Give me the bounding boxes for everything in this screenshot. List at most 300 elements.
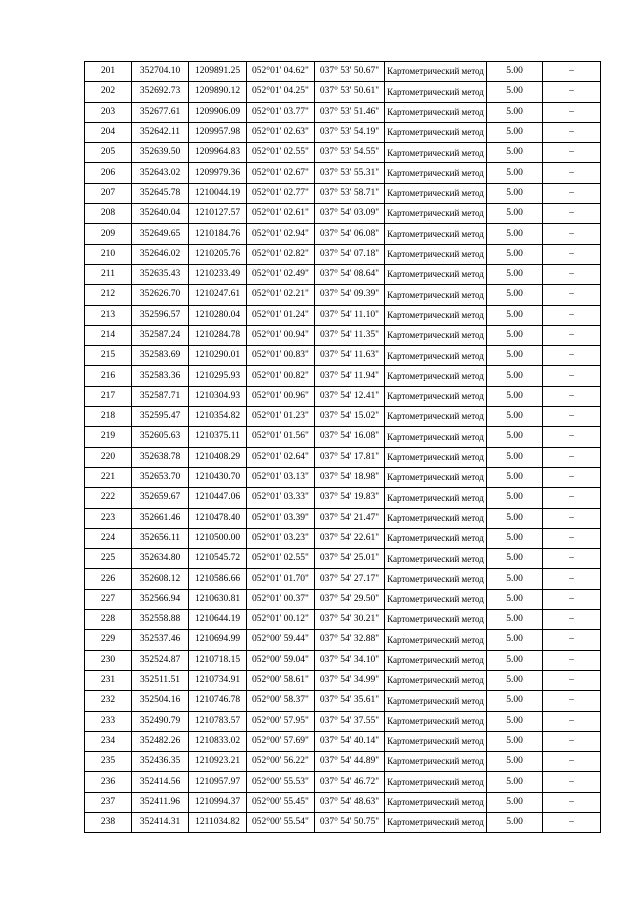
note-cell: – bbox=[543, 691, 601, 711]
accuracy-cell: 5.00 bbox=[487, 569, 543, 589]
point-number-cell: 219 bbox=[85, 427, 132, 447]
table-row bbox=[85, 204, 601, 224]
x-coordinate-cell: 352524.87 bbox=[132, 650, 189, 670]
note-cell: – bbox=[543, 62, 601, 82]
longitude-cell: 037° 54' 27.17" bbox=[315, 569, 385, 589]
note-cell: – bbox=[543, 305, 601, 325]
accuracy-cell: 5.00 bbox=[487, 264, 543, 284]
longitude-cell: 037° 54' 12.41" bbox=[315, 386, 385, 406]
method-cell: Картометрический метод bbox=[385, 183, 487, 203]
note-cell: – bbox=[543, 82, 601, 102]
latitude-cell: 052°00' 55.54" bbox=[247, 812, 315, 832]
x-coordinate-cell: 352482.26 bbox=[132, 731, 189, 751]
point-number-cell: 213 bbox=[85, 305, 132, 325]
y-coordinate-cell: 1210184.76 bbox=[189, 224, 247, 244]
note-cell: – bbox=[543, 772, 601, 792]
accuracy-cell: 5.00 bbox=[487, 407, 543, 427]
longitude-cell: 037° 53' 51.46" bbox=[315, 102, 385, 122]
point-number-cell: 238 bbox=[85, 812, 132, 832]
method-cell: Картометрический метод bbox=[385, 305, 487, 325]
latitude-cell: 052°01' 00.37" bbox=[247, 589, 315, 609]
longitude-cell: 037° 53' 58.71" bbox=[315, 183, 385, 203]
table-row bbox=[85, 772, 601, 792]
note-cell: – bbox=[543, 366, 601, 386]
longitude-cell: 037° 54' 19.83" bbox=[315, 488, 385, 508]
method-cell: Картометрический метод bbox=[385, 792, 487, 812]
latitude-cell: 052°01' 02.94" bbox=[247, 224, 315, 244]
latitude-cell: 052°01' 03.23" bbox=[247, 528, 315, 548]
method-cell: Картометрический метод bbox=[385, 772, 487, 792]
table-row bbox=[85, 346, 601, 366]
point-number-cell: 204 bbox=[85, 122, 132, 142]
accuracy-cell: 5.00 bbox=[487, 285, 543, 305]
method-cell: Картометрический метод bbox=[385, 711, 487, 731]
accuracy-cell: 5.00 bbox=[487, 82, 543, 102]
x-coordinate-cell: 352677.61 bbox=[132, 102, 189, 122]
longitude-cell: 037° 54' 25.01" bbox=[315, 549, 385, 569]
x-coordinate-cell: 352626.70 bbox=[132, 285, 189, 305]
y-coordinate-cell: 1210447.06 bbox=[189, 488, 247, 508]
table-row bbox=[85, 143, 601, 163]
y-coordinate-cell: 1210500.00 bbox=[189, 528, 247, 548]
point-number-cell: 214 bbox=[85, 325, 132, 345]
table-row bbox=[85, 163, 601, 183]
latitude-cell: 052°01' 02.55" bbox=[247, 549, 315, 569]
point-number-cell: 221 bbox=[85, 467, 132, 487]
longitude-cell: 037° 54' 11.35" bbox=[315, 325, 385, 345]
table-row bbox=[85, 549, 601, 569]
method-cell: Картометрический метод bbox=[385, 650, 487, 670]
longitude-cell: 037° 54' 30.21" bbox=[315, 610, 385, 630]
x-coordinate-cell: 352490.79 bbox=[132, 711, 189, 731]
note-cell: – bbox=[543, 143, 601, 163]
table-row bbox=[85, 244, 601, 264]
latitude-cell: 052°01' 00.83" bbox=[247, 346, 315, 366]
longitude-cell: 037° 54' 03.09" bbox=[315, 204, 385, 224]
x-coordinate-cell: 352511.51 bbox=[132, 670, 189, 690]
x-coordinate-cell: 352583.69 bbox=[132, 346, 189, 366]
accuracy-cell: 5.00 bbox=[487, 102, 543, 122]
table-row bbox=[85, 264, 601, 284]
point-number-cell: 206 bbox=[85, 163, 132, 183]
y-coordinate-cell: 1210630.81 bbox=[189, 589, 247, 609]
table-row bbox=[85, 670, 601, 690]
x-coordinate-cell: 352661.46 bbox=[132, 508, 189, 528]
accuracy-cell: 5.00 bbox=[487, 467, 543, 487]
longitude-cell: 037° 54' 06.08" bbox=[315, 224, 385, 244]
latitude-cell: 052°01' 02.64" bbox=[247, 447, 315, 467]
y-coordinate-cell: 1210957.97 bbox=[189, 772, 247, 792]
x-coordinate-cell: 352659.67 bbox=[132, 488, 189, 508]
latitude-cell: 052°01' 00.94" bbox=[247, 325, 315, 345]
point-number-cell: 236 bbox=[85, 772, 132, 792]
x-coordinate-cell: 352646.02 bbox=[132, 244, 189, 264]
accuracy-cell: 5.00 bbox=[487, 244, 543, 264]
accuracy-cell: 5.00 bbox=[487, 488, 543, 508]
latitude-cell: 052°01' 01.56" bbox=[247, 427, 315, 447]
method-cell: Картометрический метод bbox=[385, 549, 487, 569]
note-cell: – bbox=[543, 325, 601, 345]
y-coordinate-cell: 1210375.11 bbox=[189, 427, 247, 447]
table-row bbox=[85, 366, 601, 386]
longitude-cell: 037° 53' 54.19" bbox=[315, 122, 385, 142]
note-cell: – bbox=[543, 183, 601, 203]
note-cell: – bbox=[543, 122, 601, 142]
method-cell: Картометрический метод bbox=[385, 691, 487, 711]
table-row bbox=[85, 102, 601, 122]
note-cell: – bbox=[543, 711, 601, 731]
point-number-cell: 210 bbox=[85, 244, 132, 264]
accuracy-cell: 5.00 bbox=[487, 366, 543, 386]
latitude-cell: 052°01' 03.39" bbox=[247, 508, 315, 528]
latitude-cell: 052°01' 03.77" bbox=[247, 102, 315, 122]
y-coordinate-cell: 1210233.49 bbox=[189, 264, 247, 284]
y-coordinate-cell: 1209957.98 bbox=[189, 122, 247, 142]
latitude-cell: 052°01' 02.21" bbox=[247, 285, 315, 305]
longitude-cell: 037° 54' 21.47" bbox=[315, 508, 385, 528]
accuracy-cell: 5.00 bbox=[487, 386, 543, 406]
note-cell: – bbox=[543, 102, 601, 122]
longitude-cell: 037° 54' 22.61" bbox=[315, 528, 385, 548]
note-cell: – bbox=[543, 346, 601, 366]
note-cell: – bbox=[543, 731, 601, 751]
latitude-cell: 052°00' 55.45" bbox=[247, 792, 315, 812]
longitude-cell: 037° 54' 35.61" bbox=[315, 691, 385, 711]
coordinates-table-body bbox=[85, 62, 601, 833]
point-number-cell: 208 bbox=[85, 204, 132, 224]
accuracy-cell: 5.00 bbox=[487, 143, 543, 163]
method-cell: Картометрический метод bbox=[385, 447, 487, 467]
point-number-cell: 203 bbox=[85, 102, 132, 122]
table-row bbox=[85, 792, 601, 812]
x-coordinate-cell: 352411.96 bbox=[132, 792, 189, 812]
table-row bbox=[85, 386, 601, 406]
y-coordinate-cell: 1210734.91 bbox=[189, 670, 247, 690]
method-cell: Картометрический метод bbox=[385, 569, 487, 589]
point-number-cell: 201 bbox=[85, 62, 132, 82]
method-cell: Картометрический метод bbox=[385, 366, 487, 386]
table-row bbox=[85, 630, 601, 650]
latitude-cell: 052°01' 00.96" bbox=[247, 386, 315, 406]
note-cell: – bbox=[543, 589, 601, 609]
latitude-cell: 052°00' 59.04" bbox=[247, 650, 315, 670]
longitude-cell: 037° 54' 08.64" bbox=[315, 264, 385, 284]
x-coordinate-cell: 352414.31 bbox=[132, 812, 189, 832]
longitude-cell: 037° 54' 34.10" bbox=[315, 650, 385, 670]
note-cell: – bbox=[543, 224, 601, 244]
point-number-cell: 222 bbox=[85, 488, 132, 508]
point-number-cell: 226 bbox=[85, 569, 132, 589]
point-number-cell: 237 bbox=[85, 792, 132, 812]
accuracy-cell: 5.00 bbox=[487, 812, 543, 832]
longitude-cell: 037° 53' 55.31" bbox=[315, 163, 385, 183]
note-cell: – bbox=[543, 204, 601, 224]
point-number-cell: 220 bbox=[85, 447, 132, 467]
y-coordinate-cell: 1210304.93 bbox=[189, 386, 247, 406]
method-cell: Картометрический метод bbox=[385, 346, 487, 366]
x-coordinate-cell: 352587.24 bbox=[132, 325, 189, 345]
method-cell: Картометрический метод bbox=[385, 427, 487, 447]
y-coordinate-cell: 1210127.57 bbox=[189, 204, 247, 224]
table-row bbox=[85, 447, 601, 467]
method-cell: Картометрический метод bbox=[385, 143, 487, 163]
accuracy-cell: 5.00 bbox=[487, 589, 543, 609]
x-coordinate-cell: 352558.88 bbox=[132, 610, 189, 630]
y-coordinate-cell: 1210746.78 bbox=[189, 691, 247, 711]
note-cell: – bbox=[543, 528, 601, 548]
table-row bbox=[85, 528, 601, 548]
y-coordinate-cell: 1210290.01 bbox=[189, 346, 247, 366]
method-cell: Картометрический метод bbox=[385, 163, 487, 183]
method-cell: Картометрический метод bbox=[385, 508, 487, 528]
point-number-cell: 235 bbox=[85, 752, 132, 772]
accuracy-cell: 5.00 bbox=[487, 305, 543, 325]
point-number-cell: 228 bbox=[85, 610, 132, 630]
longitude-cell: 037° 54' 40.14" bbox=[315, 731, 385, 751]
x-coordinate-cell: 352692.73 bbox=[132, 82, 189, 102]
x-coordinate-cell: 352605.63 bbox=[132, 427, 189, 447]
method-cell: Картометрический метод bbox=[385, 528, 487, 548]
y-coordinate-cell: 1210586.66 bbox=[189, 569, 247, 589]
y-coordinate-cell: 1210694.99 bbox=[189, 630, 247, 650]
longitude-cell: 037° 54' 17.81" bbox=[315, 447, 385, 467]
method-cell: Картометрический метод bbox=[385, 610, 487, 630]
accuracy-cell: 5.00 bbox=[487, 731, 543, 751]
y-coordinate-cell: 1209979.36 bbox=[189, 163, 247, 183]
accuracy-cell: 5.00 bbox=[487, 447, 543, 467]
table-row bbox=[85, 711, 601, 731]
latitude-cell: 052°00' 58.61" bbox=[247, 670, 315, 690]
method-cell: Картометрический метод bbox=[385, 224, 487, 244]
point-number-cell: 215 bbox=[85, 346, 132, 366]
table-row bbox=[85, 488, 601, 508]
x-coordinate-cell: 352566.94 bbox=[132, 589, 189, 609]
point-number-cell: 232 bbox=[85, 691, 132, 711]
x-coordinate-cell: 352704.10 bbox=[132, 62, 189, 82]
x-coordinate-cell: 352596.57 bbox=[132, 305, 189, 325]
latitude-cell: 052°01' 03.13" bbox=[247, 467, 315, 487]
x-coordinate-cell: 352640.04 bbox=[132, 204, 189, 224]
longitude-cell: 037° 53' 50.67" bbox=[315, 62, 385, 82]
accuracy-cell: 5.00 bbox=[487, 183, 543, 203]
point-number-cell: 229 bbox=[85, 630, 132, 650]
x-coordinate-cell: 352653.70 bbox=[132, 467, 189, 487]
latitude-cell: 052°00' 57.69" bbox=[247, 731, 315, 751]
longitude-cell: 037° 54' 18.98" bbox=[315, 467, 385, 487]
note-cell: – bbox=[543, 467, 601, 487]
method-cell: Картометрический метод bbox=[385, 102, 487, 122]
y-coordinate-cell: 1210783.57 bbox=[189, 711, 247, 731]
y-coordinate-cell: 1210923.21 bbox=[189, 752, 247, 772]
method-cell: Картометрический метод bbox=[385, 244, 487, 264]
latitude-cell: 052°01' 02.55" bbox=[247, 143, 315, 163]
note-cell: – bbox=[543, 407, 601, 427]
method-cell: Картометрический метод bbox=[385, 407, 487, 427]
point-number-cell: 225 bbox=[85, 549, 132, 569]
latitude-cell: 052°01' 04.62" bbox=[247, 62, 315, 82]
method-cell: Картометрический метод bbox=[385, 285, 487, 305]
method-cell: Картометрический метод bbox=[385, 488, 487, 508]
latitude-cell: 052°01' 01.23" bbox=[247, 407, 315, 427]
method-cell: Картометрический метод bbox=[385, 812, 487, 832]
table-row bbox=[85, 325, 601, 345]
method-cell: Картометрический метод bbox=[385, 386, 487, 406]
longitude-cell: 037° 54' 09.39" bbox=[315, 285, 385, 305]
table-row bbox=[85, 467, 601, 487]
latitude-cell: 052°00' 58.37" bbox=[247, 691, 315, 711]
method-cell: Картометрический метод bbox=[385, 264, 487, 284]
y-coordinate-cell: 1210354.82 bbox=[189, 407, 247, 427]
note-cell: – bbox=[543, 812, 601, 832]
table-row bbox=[85, 224, 601, 244]
table-row bbox=[85, 82, 601, 102]
longitude-cell: 037° 54' 11.10" bbox=[315, 305, 385, 325]
table-row bbox=[85, 427, 601, 447]
longitude-cell: 037° 54' 37.55" bbox=[315, 711, 385, 731]
x-coordinate-cell: 352608.12 bbox=[132, 569, 189, 589]
method-cell: Картометрический метод bbox=[385, 630, 487, 650]
latitude-cell: 052°01' 02.77" bbox=[247, 183, 315, 203]
point-number-cell: 234 bbox=[85, 731, 132, 751]
x-coordinate-cell: 352587.71 bbox=[132, 386, 189, 406]
point-number-cell: 205 bbox=[85, 143, 132, 163]
longitude-cell: 037° 54' 11.94" bbox=[315, 366, 385, 386]
note-cell: – bbox=[543, 244, 601, 264]
latitude-cell: 052°01' 02.63" bbox=[247, 122, 315, 142]
y-coordinate-cell: 1210644.19 bbox=[189, 610, 247, 630]
latitude-cell: 052°01' 03.33" bbox=[247, 488, 315, 508]
table-row bbox=[85, 731, 601, 751]
point-number-cell: 217 bbox=[85, 386, 132, 406]
accuracy-cell: 5.00 bbox=[487, 528, 543, 548]
table-row bbox=[85, 62, 601, 82]
x-coordinate-cell: 352642.11 bbox=[132, 122, 189, 142]
coordinates-table bbox=[84, 61, 601, 833]
table-row bbox=[85, 122, 601, 142]
table-row bbox=[85, 610, 601, 630]
y-coordinate-cell: 1209964.83 bbox=[189, 143, 247, 163]
y-coordinate-cell: 1210044.19 bbox=[189, 183, 247, 203]
table-row bbox=[85, 305, 601, 325]
latitude-cell: 052°01' 01.70" bbox=[247, 569, 315, 589]
note-cell: – bbox=[543, 650, 601, 670]
point-number-cell: 218 bbox=[85, 407, 132, 427]
accuracy-cell: 5.00 bbox=[487, 670, 543, 690]
y-coordinate-cell: 1210295.93 bbox=[189, 366, 247, 386]
table-row bbox=[85, 285, 601, 305]
method-cell: Картометрический метод bbox=[385, 325, 487, 345]
y-coordinate-cell: 1209890.12 bbox=[189, 82, 247, 102]
longitude-cell: 037° 54' 34.99" bbox=[315, 670, 385, 690]
longitude-cell: 037° 54' 46.72" bbox=[315, 772, 385, 792]
longitude-cell: 037° 54' 44.89" bbox=[315, 752, 385, 772]
longitude-cell: 037° 53' 54.55" bbox=[315, 143, 385, 163]
method-cell: Картометрический метод bbox=[385, 204, 487, 224]
x-coordinate-cell: 352537.46 bbox=[132, 630, 189, 650]
accuracy-cell: 5.00 bbox=[487, 650, 543, 670]
method-cell: Картометрический метод bbox=[385, 467, 487, 487]
x-coordinate-cell: 352414.56 bbox=[132, 772, 189, 792]
accuracy-cell: 5.00 bbox=[487, 752, 543, 772]
accuracy-cell: 5.00 bbox=[487, 630, 543, 650]
y-coordinate-cell: 1210205.76 bbox=[189, 244, 247, 264]
longitude-cell: 037° 54' 50.75" bbox=[315, 812, 385, 832]
y-coordinate-cell: 1210718.15 bbox=[189, 650, 247, 670]
point-number-cell: 224 bbox=[85, 528, 132, 548]
y-coordinate-cell: 1210833.02 bbox=[189, 731, 247, 751]
point-number-cell: 233 bbox=[85, 711, 132, 731]
y-coordinate-cell: 1210545.72 bbox=[189, 549, 247, 569]
note-cell: – bbox=[543, 792, 601, 812]
accuracy-cell: 5.00 bbox=[487, 325, 543, 345]
note-cell: – bbox=[543, 264, 601, 284]
latitude-cell: 052°00' 55.53" bbox=[247, 772, 315, 792]
point-number-cell: 231 bbox=[85, 670, 132, 690]
y-coordinate-cell: 1211034.82 bbox=[189, 812, 247, 832]
x-coordinate-cell: 352595.47 bbox=[132, 407, 189, 427]
method-cell: Картометрический метод bbox=[385, 62, 487, 82]
x-coordinate-cell: 352635.43 bbox=[132, 264, 189, 284]
table-row bbox=[85, 691, 601, 711]
point-number-cell: 209 bbox=[85, 224, 132, 244]
table-row bbox=[85, 183, 601, 203]
note-cell: – bbox=[543, 386, 601, 406]
method-cell: Картометрический метод bbox=[385, 752, 487, 772]
note-cell: – bbox=[543, 285, 601, 305]
latitude-cell: 052°01' 01.24" bbox=[247, 305, 315, 325]
method-cell: Картометрический метод bbox=[385, 589, 487, 609]
x-coordinate-cell: 352649.65 bbox=[132, 224, 189, 244]
latitude-cell: 052°00' 57.95" bbox=[247, 711, 315, 731]
accuracy-cell: 5.00 bbox=[487, 346, 543, 366]
y-coordinate-cell: 1210284.78 bbox=[189, 325, 247, 345]
note-cell: – bbox=[543, 447, 601, 467]
x-coordinate-cell: 352583.36 bbox=[132, 366, 189, 386]
x-coordinate-cell: 352634.80 bbox=[132, 549, 189, 569]
note-cell: – bbox=[543, 427, 601, 447]
y-coordinate-cell: 1210994.37 bbox=[189, 792, 247, 812]
note-cell: – bbox=[543, 630, 601, 650]
accuracy-cell: 5.00 bbox=[487, 427, 543, 447]
accuracy-cell: 5.00 bbox=[487, 62, 543, 82]
y-coordinate-cell: 1209891.25 bbox=[189, 62, 247, 82]
point-number-cell: 211 bbox=[85, 264, 132, 284]
accuracy-cell: 5.00 bbox=[487, 508, 543, 528]
table-row bbox=[85, 650, 601, 670]
x-coordinate-cell: 352639.50 bbox=[132, 143, 189, 163]
method-cell: Картометрический метод bbox=[385, 122, 487, 142]
y-coordinate-cell: 1210408.29 bbox=[189, 447, 247, 467]
y-coordinate-cell: 1210247.61 bbox=[189, 285, 247, 305]
table-row bbox=[85, 407, 601, 427]
longitude-cell: 037° 54' 32.88" bbox=[315, 630, 385, 650]
point-number-cell: 207 bbox=[85, 183, 132, 203]
longitude-cell: 037° 54' 11.63" bbox=[315, 346, 385, 366]
latitude-cell: 052°01' 00.12" bbox=[247, 610, 315, 630]
latitude-cell: 052°01' 02.67" bbox=[247, 163, 315, 183]
method-cell: Картометрический метод bbox=[385, 731, 487, 751]
y-coordinate-cell: 1209906.09 bbox=[189, 102, 247, 122]
point-number-cell: 227 bbox=[85, 589, 132, 609]
y-coordinate-cell: 1210430.70 bbox=[189, 467, 247, 487]
accuracy-cell: 5.00 bbox=[487, 549, 543, 569]
accuracy-cell: 5.00 bbox=[487, 792, 543, 812]
x-coordinate-cell: 352504.16 bbox=[132, 691, 189, 711]
point-number-cell: 202 bbox=[85, 82, 132, 102]
latitude-cell: 052°00' 56.22" bbox=[247, 752, 315, 772]
note-cell: – bbox=[543, 163, 601, 183]
latitude-cell: 052°01' 04.25" bbox=[247, 82, 315, 102]
